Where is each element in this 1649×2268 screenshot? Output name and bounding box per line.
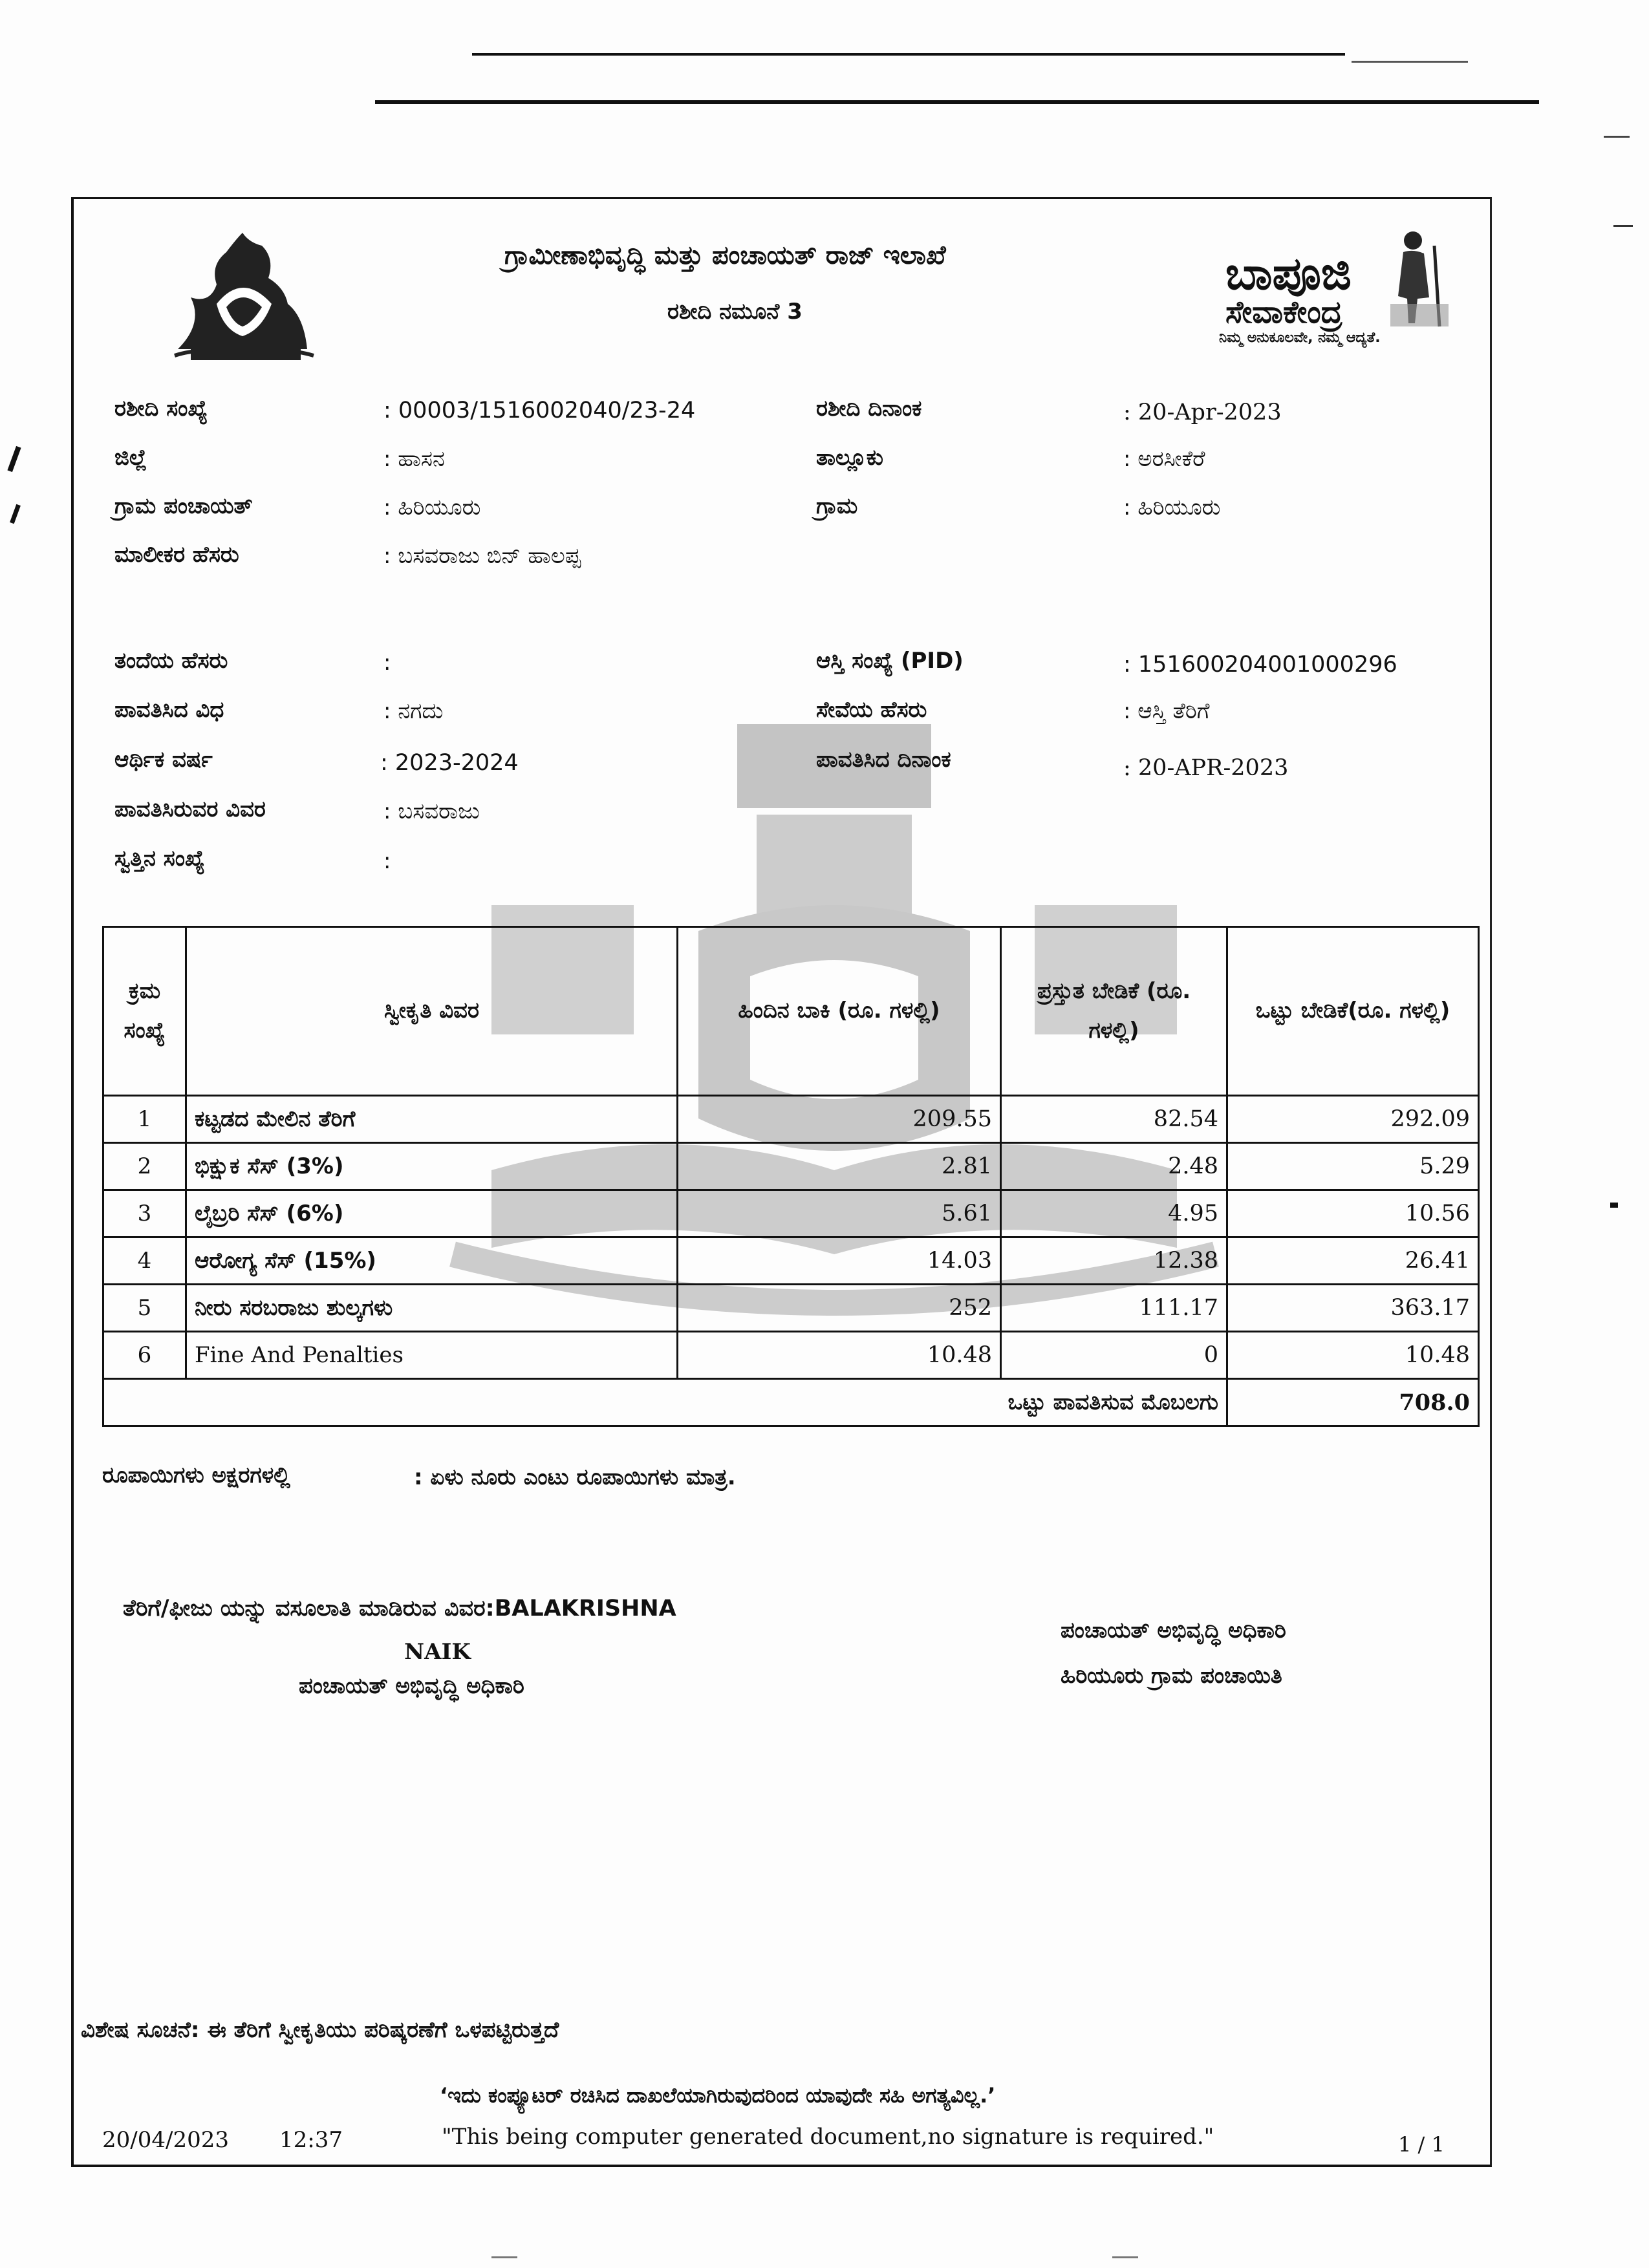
receipt-no-label: ರಶೀದಿ ಸಂಖ್ಯೆ (114, 396, 208, 422)
kn-disclaimer: ‘ಇದು ಕಂಪ್ಯೂಟರ್ ರಚಿಸಿದ ದಾಖಲೆಯಾಗಿರುವುದರಿಂದ ಯಾವುದೇ ಸಹಿ ಅಗತ್ಯವಿಲ್ಲ.’ (440, 2083, 996, 2108)
row-prev: 5.61 (678, 1190, 1001, 1237)
col-header-curr: ಪ್ರಸ್ತುತ ಬೇಡಿಕೆ (ರೂ. ಗಳಲ್ಲಿ) (1001, 927, 1227, 1096)
gandhi-figure-logo (1377, 226, 1449, 330)
officer-office: ಹಿರಿಯೂರು ಗ್ರಾಮ ಪಂಚಾಯಿತಿ (1061, 1663, 1282, 1689)
row-no: 1 (103, 1096, 186, 1143)
fin-year-label: ಆರ್ಥಿಕ ವರ್ಷ (114, 747, 213, 773)
en-disclaimer: "This being computer generated document,no signature is required." (442, 2124, 1214, 2150)
taluk-label: ತಾಲ್ಲೂಕು (816, 445, 883, 471)
karnataka-emblem-logo (165, 226, 320, 369)
row-desc: ಕಟ್ಟಡದ ಮೇಲಿನ ತೆರಿಗೆ (186, 1096, 678, 1143)
scan-artifact (375, 100, 1539, 104)
brand-name: ಬಾಪೂಜಿ (1225, 247, 1352, 300)
scan-artifact (1613, 225, 1633, 227)
table-row (103, 1143, 1479, 1190)
district-value: : ಹಾಸನ (383, 446, 445, 472)
print-date: 20/04/2023 (102, 2127, 229, 2153)
row-total: 10.56 (1227, 1190, 1479, 1237)
col-header-desc: ಸ್ವೀಕೃತಿ ವಿವರ (186, 927, 678, 1096)
table-row (103, 1237, 1479, 1285)
total-value: 708.0 (1227, 1379, 1479, 1426)
fin-year-value: : 2023-2024 (380, 750, 519, 776)
gp-value: : ಹಿರಿಯೂರು (383, 495, 481, 520)
table-row (103, 1332, 1479, 1379)
row-desc: ನೀರು ಸರಬರಾಜು ಶುಲ್ಕಗಳು (186, 1285, 678, 1332)
gp-label: ಗ್ರಾಮ ಪಂಚಾಯತ್ (114, 493, 253, 519)
row-desc: ಭಿಕ್ಷುಕ ಸೆಸ್ (3%) (186, 1143, 678, 1190)
row-prev: 252 (678, 1285, 1001, 1332)
scan-artifact (10, 504, 21, 524)
row-total: 26.41 (1227, 1237, 1479, 1285)
col-header-total: ಒಟ್ಟು ಬೇಡಿಕೆ(ರೂ. ಗಳಲ್ಲಿ) (1227, 927, 1479, 1096)
receipt-no-value: : 00003/1516002040/23-24 (383, 398, 696, 423)
taluk-value: : ಅರಸೀಕೆರೆ (1123, 446, 1205, 472)
row-curr: 111.17 (1001, 1285, 1227, 1332)
pay-mode-label: ಪಾವತಿಸಿದ ವಿಧ (114, 697, 224, 723)
scan-artifact (7, 446, 21, 472)
row-desc: ಆರೋಗ್ಯ ಸೆಸ್ (15%) (186, 1237, 678, 1285)
scan-artifact (1352, 61, 1468, 63)
payer-label: ಪಾವತಿಸಿರುವರ ವಿವರ (114, 797, 266, 822)
amount-words-value: : ಏಳು ನೂರು ಎಂಟು ರೂಪಾಯಿಗಳು ಮಾತ್ರ. (414, 1464, 736, 1490)
total-row (103, 1379, 1479, 1426)
table-row (103, 1285, 1479, 1332)
col-header-prev: ಹಿಂದಿನ ಬಾಕಿ (ರೂ. ಗಳಲ್ಲಿ) (678, 927, 1001, 1096)
pid-value: : 151600204001000296 (1123, 652, 1397, 678)
table-row (103, 1190, 1479, 1237)
row-prev: 209.55 (678, 1096, 1001, 1143)
pay-mode-value: : ನಗದು (383, 698, 444, 724)
row-desc: ಲೈಬ್ರರಿ ಸೆಸ್ (6%) (186, 1190, 678, 1237)
row-no: 3 (103, 1190, 186, 1237)
row-total: 5.29 (1227, 1143, 1479, 1190)
row-no: 4 (103, 1237, 186, 1285)
print-time: 12:37 (279, 2127, 343, 2153)
row-curr: 0 (1001, 1332, 1227, 1379)
row-total: 10.48 (1227, 1332, 1479, 1379)
fee-table (102, 926, 1480, 1427)
row-curr: 82.54 (1001, 1096, 1227, 1143)
brand-tagline: ನಿಮ್ಮ ಅನುಕೂಲವೇ, ನಮ್ಮ ಆದ್ಯತೆ. (1219, 330, 1381, 346)
row-total: 292.09 (1227, 1096, 1479, 1143)
table-row (103, 1096, 1479, 1143)
amount-words-label: ರೂಪಾಯಿಗಳು ಅಕ್ಷರಗಳಲ್ಲಿ (102, 1462, 290, 1488)
row-desc: Fine And Penalties (186, 1332, 678, 1379)
village-value: : ಹಿರಿಯೂರು (1123, 495, 1221, 520)
scan-artifact (1604, 136, 1630, 138)
department-title: ಗ್ರಾಮೀಣಾಭಿವೃದ್ಧಿ ಮತ್ತು ಪಂಚಾಯತ್ ರಾಜ್ ಇಲಾಖೆ (504, 241, 946, 270)
page-number: 1 / 1 (1398, 2132, 1445, 2157)
scan-artifact (472, 53, 1345, 56)
row-curr: 12.38 (1001, 1237, 1227, 1285)
ack-no-value: : (383, 848, 391, 874)
row-no: 5 (103, 1285, 186, 1332)
col-header-no: ಕ್ರಮ ಸಂಖ್ಯೆ (103, 927, 186, 1096)
row-prev: 14.03 (678, 1237, 1001, 1285)
officer-designation: ಪಂಚಾಯತ್ ಅಭಿವೃದ್ಧಿ ಅಧಿಕಾರಿ (1061, 1618, 1286, 1643)
form-name: ರಶೀದಿ ನಮೂನೆ 3 (667, 299, 803, 325)
row-prev: 10.48 (678, 1332, 1001, 1379)
district-label: ಜಿಲ್ಲೆ (114, 445, 147, 471)
collector-line1: ತೆರಿಗೆ/ಫೀಜು ಯನ್ನು ವಸೂಲಾತಿ ಮಾಡಿರುವ ವಿವರ:BALAKRISHNA (123, 1596, 676, 1621)
service-value: : ಆಸ್ತಿ ತೆರಿಗೆ (1123, 698, 1210, 724)
collector-line2: NAIK (404, 1639, 471, 1665)
row-total: 363.17 (1227, 1285, 1479, 1332)
service-label: ಸೇವೆಯ ಹೆಸರು (816, 697, 927, 723)
collector-line3: ಪಂಚಾಯತ್ ಅಭಿವೃದ್ಧಿ ಅಧಿಕಾರಿ (299, 1673, 524, 1699)
father-label: ತಂದೆಯ ಹೆಸರು (114, 648, 228, 674)
row-curr: 2.48 (1001, 1143, 1227, 1190)
receipt-date-label: ರಶೀದಿ ದಿನಾಂಕ (816, 396, 922, 422)
row-no: 6 (103, 1332, 186, 1379)
row-prev: 2.81 (678, 1143, 1001, 1190)
father-value: : (383, 650, 391, 676)
village-label: ಗ್ರಾಮ (816, 493, 858, 519)
ack-no-label: ಸ್ವತ್ತಿನ ಸಂಖ್ಯೆ (114, 846, 205, 872)
pid-label: ಆಸ್ತಿ ಸಂಖ್ಯೆ (PID) (816, 648, 964, 674)
scan-artifact (1112, 2256, 1138, 2258)
owner-value: : ಬಸವರಾಜು ಬಿನ್ ಹಾಲಪ್ಪ (383, 543, 581, 569)
brand-sub: ಸೇವಾಕೇಂದ್ರ (1225, 294, 1342, 330)
paid-date-value: : 20-APR-2023 (1123, 755, 1289, 781)
total-label: ಒಟ್ಟು ಪಾವತಿಸುವ ಮೊಬಲಗು (103, 1379, 1227, 1426)
row-no: 2 (103, 1143, 186, 1190)
scan-artifact (1610, 1203, 1618, 1208)
table-header-row (103, 927, 1479, 1096)
paid-date-label: ಪಾವತಿಸಿದ ದಿನಾಂಕ (816, 747, 951, 773)
special-note: ವಿಶೇಷ ಸೂಚನೆ: ಈ ತೆರಿಗೆ ಸ್ವೀಕೃತಿಯು ಪರಿಷ್ಕರಣೆಗೆ ಒಳಪಟ್ಟಿರುತ್ತದೆ (81, 2017, 559, 2043)
row-curr: 4.95 (1001, 1190, 1227, 1237)
payer-value: : ಬಸವರಾಜು (383, 798, 480, 824)
receipt-date-value: : 20-Apr-2023 (1123, 400, 1282, 425)
owner-label: ಮಾಲೀಕರ ಹೆಸರು (114, 542, 239, 568)
scan-artifact (491, 2256, 517, 2258)
